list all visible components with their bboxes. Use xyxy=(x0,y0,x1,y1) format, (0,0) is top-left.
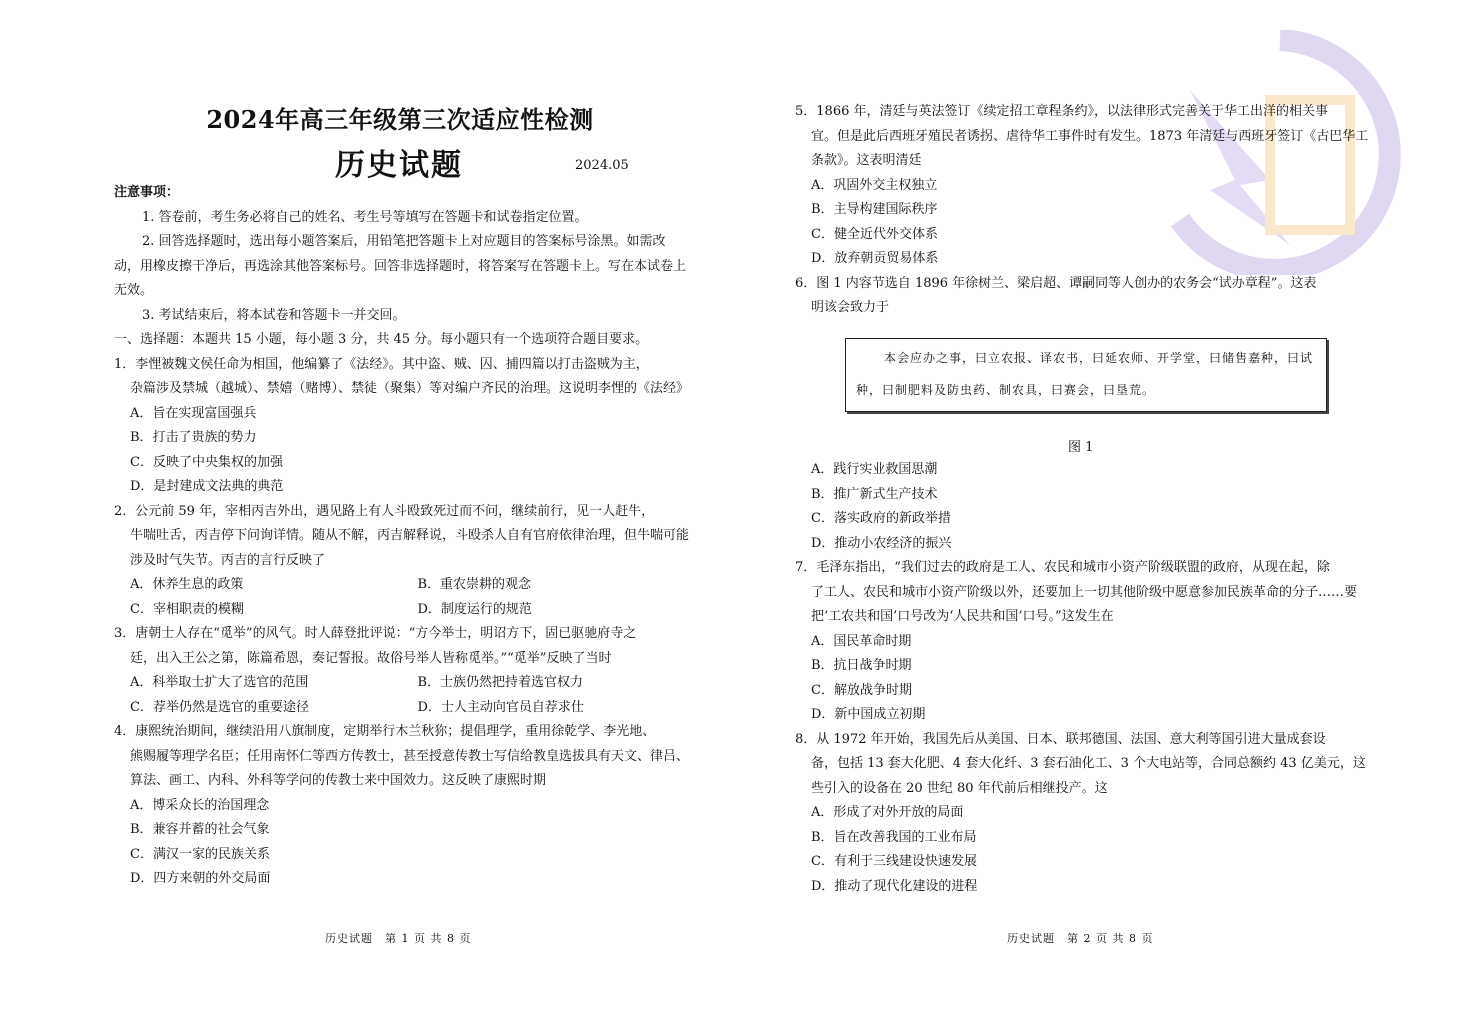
notice-item: 3. 考试结束后，将本试卷和答题卡一并交回。 xyxy=(142,307,406,323)
question-stem-cont: 熊赐履等理学名臣；任用南怀仁等西方传教士，甚至授意传教士写信给教皇选拔具有天文、律吕、算法、画工、内科、外科等学问的传教士来中国效力。这反映了康熙时期 xyxy=(130,748,690,788)
subject-title: 历史试题 xyxy=(335,148,463,183)
option-c: C．宰相职责的模糊 xyxy=(130,601,244,617)
question-8 xyxy=(795,728,1370,900)
option-b: B．推广新式生产技术 xyxy=(811,486,938,502)
option-d: D．是封建成文法典的典范 xyxy=(130,479,284,494)
question-stem: 7．毛泽东指出，“我们过去的政府是工人、农民和城市小资产阶级联盟的政府，从现在起，除 xyxy=(795,560,1330,575)
option-c: C．落实政府的新政举措 xyxy=(811,511,951,526)
option-d: D．放弃朝贡贸易体系 xyxy=(811,251,939,266)
option-d: D．新中国成立初期 xyxy=(811,707,926,722)
page-left xyxy=(0,0,737,1021)
question-stem-cont: 了工人、农民和城市小资产阶级以外，还要加上一切其他阶级中愿意参加民族革命的分子……要把‘工农共和国’口号改为‘人民共和国’口号。”这发生在 xyxy=(811,584,1358,624)
option-a: A．践行实业救国思潮 xyxy=(811,462,938,477)
right-column-top xyxy=(795,100,1370,321)
option-b: B．重农崇耕的观念 xyxy=(417,577,532,592)
question-4 xyxy=(114,720,689,892)
question-6-options xyxy=(795,458,1370,556)
option-a: A．科举取士扩大了选官的范围 xyxy=(130,675,309,690)
question-stem-cont: 牛喘吐舌，丙吉停下问询详情。随从不解，丙吉解释说，斗殴杀人自有官府依律治理，但牛喘可能涉及时气失节。丙吉的言行反映了 xyxy=(130,528,690,568)
option-c: C．健全近代外交体系 xyxy=(811,226,938,242)
question-stem: 4．康熙统治期间，继续沿用八旗制度，定期举行木兰秋狝；提倡理学，重用徐乾学、李光地、 xyxy=(114,724,656,739)
option-c: C．有利于三线建设快速发展 xyxy=(811,854,977,869)
option-b: B．士族仍然把持着选官权力 xyxy=(417,675,584,690)
option-a: A．休养生息的政策 xyxy=(130,577,244,592)
notice-item: 2. 回答选择题时，选出每小题答案后，用铅笔把答题卡上对应题目的答案标号涂黑。如需改动，用橡皮擦干净后，再选涂其他答案标号。回答非选择题时，将答案写在答题卡上。写在本试卷上无效。 xyxy=(114,234,687,298)
question-7 xyxy=(795,556,1370,728)
option-c: C．解放战争时期 xyxy=(811,682,912,698)
option-b: B．打击了贵族的势力 xyxy=(130,430,257,445)
right-column-bottom xyxy=(795,458,1370,899)
option-a: A．旨在实现富国强兵 xyxy=(130,405,257,421)
question-stem-cont: 明该会致力于 xyxy=(811,300,890,315)
option-b: B．兼容并蓄的社会气象 xyxy=(130,822,270,837)
page-footer: 历史试题 第 2 页 共 8 页 xyxy=(1007,932,1154,945)
option-a: A．国民革命时期 xyxy=(811,633,912,649)
figure-1-box xyxy=(845,338,1327,412)
figure-1-caption: 图 1 xyxy=(1068,440,1094,455)
notice-item: 1. 答卷前，考生务必将自己的姓名、考生号等填写在答题卡和试卷指定位置。 xyxy=(142,209,588,225)
option-a: A．博采众长的治国理念 xyxy=(130,797,270,813)
option-d: D．制度运行的规范 xyxy=(417,601,532,617)
option-c: C．反映了中央集权的加强 xyxy=(130,454,283,470)
option-d: D．推动了现代化建设的进程 xyxy=(811,878,978,894)
option-b: B．主导构建国际秩序 xyxy=(811,202,938,217)
option-a: A．巩固外交主权独立 xyxy=(811,177,938,193)
page-footer: 历史试题 第 1 页 共 8 页 xyxy=(325,932,472,945)
question-stem: 6．图 1 内容节选自 1896 年徐树兰、梁启超、谭嗣同等人创办的农务会“试办章程”。这表 xyxy=(795,275,1317,291)
exam-date: 2024.05 xyxy=(575,158,629,173)
question-stem-cont: 宜。但是此后西班牙殖民者诱拐、虐待华工事件时有发生。1873 年清廷与西班牙签订《古巴华工条款》。这表明清廷 xyxy=(811,128,1369,168)
option-d: D．推动小农经济的振兴 xyxy=(811,535,952,551)
option-c: C．荐举仍然是选官的重要途径 xyxy=(130,699,309,715)
left-column xyxy=(114,181,689,892)
option-a: A．形成了对外开放的局面 xyxy=(811,805,964,820)
question-stem: 5．1866 年，清廷与英法签订《续定招工章程条约》，以法律形式完善关于华工出洋的相关事 xyxy=(795,104,1328,119)
option-b: B．旨在改善我国的工业布局 xyxy=(811,829,977,845)
question-stem-cont: 杂篇涉及禁城（越城）、禁嬉（赌博）、禁徒（聚集）等对编户齐民的治理。这说明李悝的《法经》 xyxy=(130,381,690,396)
question-stem: 3．唐朝士人存在“觅举”的风气。时人薛登批评说：“方今举士，明诏方下，固已驱驰府寺之 xyxy=(114,626,637,641)
question-stem-cont: 廷，出入王公之第，陈篇希恩，奏记誓报。故俗号举人皆称觅举。”“觅举”反映了当时 xyxy=(130,650,612,666)
figure-1-text: 本会应办之事，曰立农报、译农书，曰延农师、开学堂，曰储售嘉种，曰试种，曰制肥料及防虫药、制农具，曰赛会，曰垦荒。 xyxy=(856,351,1314,397)
question-2 xyxy=(114,500,689,623)
question-stem: 8．从 1972 年开始，我国先后从美国、日本、联邦德国、法国、意大利等国引进大量成套设 xyxy=(795,731,1326,747)
question-6 xyxy=(795,272,1370,321)
question-stem: 1．李悝被魏文侯任命为相国，他编纂了《法经》。其中盗、贼、囚、捕四篇以打击盗贼为主， xyxy=(114,356,649,372)
option-d: D．士人主动向官员自荐求仕 xyxy=(417,699,584,715)
notice-heading: 注意事项： xyxy=(114,185,180,200)
option-b: B．抗日战争时期 xyxy=(811,658,912,673)
exam-title: 2024年高三年级第三次适应性检测 xyxy=(206,105,594,134)
question-1 xyxy=(114,353,689,500)
question-3 xyxy=(114,622,689,720)
option-c: C．满汉一家的民族关系 xyxy=(130,846,270,862)
question-5 xyxy=(795,100,1370,272)
option-d: D．四方来朝的外交局面 xyxy=(130,871,271,886)
question-stem: 2．公元前 59 年，宰相丙吉外出，遇见路上有人斗殴致死过而不问，继续前行，见一人赶牛， xyxy=(114,503,655,519)
question-stem-cont: 备，包括 13 套大化肥、4 套大化纤、3 套石油化工、3 个大电站等，合同总额约 43 亿美元，这些引入的设备在 20 世纪 80 年代前后相继投产。这 xyxy=(811,756,1366,796)
section-heading: 一、选择题：本题共 15 小题，每小题 3 分，共 45 分。每小题只有一个选项符合题目要求。 xyxy=(114,332,649,347)
